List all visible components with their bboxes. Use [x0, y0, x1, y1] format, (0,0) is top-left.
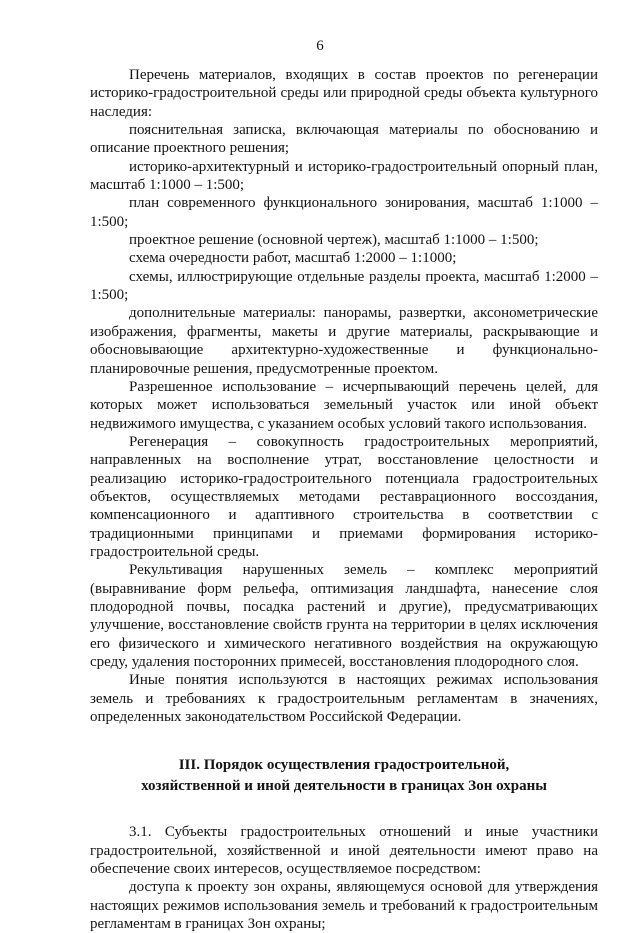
paragraph: Рекультивация нарушенных земель – комплекс мероприятий (выравнивание форм рельефа, оптимизация ландшафта, нанесение слоя плодородной почвы, посадка растений и другие), предусматривающих улучшение, восстановление свойств грунта на территории в целях исключения его физического и химического негативного воздействия на окружающую среду, удаления посторонних примесей, восстановления плодородного слоя.	[90, 562, 598, 670]
paragraph: проектное решение (основной чертеж), масштаб 1:1000 – 1:500;	[129, 232, 539, 249]
paragraph: Регенерация – совокупность градостроительных мероприятий, направленных на восполнение утрат, восстановление целостности и реализацию историко-градостроительного потенциала градостроительных объектов, осуществляемых методами реставрационного воссоздания, компенсационного и адаптивного строительства в соответствии с традиционными принципами и приемами формирования историко-градостроительной среды.	[90, 433, 598, 560]
paragraph: план современного функционального зонирования, масштаб 1:1000 – 1:500;	[90, 195, 598, 230]
paragraph: 3.1. Субъекты градостроительных отношений и иные участники градостроительной, хозяйственной и иной деятельности имеют право на обеспечение своих интересов, осуществляемое посредством:	[90, 824, 598, 878]
document-body	[90, 66, 598, 933]
paragraph: Перечень материалов, входящих в состав проектов по регенерации историко-градостроительной среды или природной среды объекта культурного наследия:	[90, 67, 598, 120]
paragraph: доступа к проекту зон охраны, являющемуся основой для утверждения настоящих режимов использования земель и требований к градостроительным регламентам в границах Зон охраны;	[90, 879, 598, 933]
paragraph: историко-архитектурный и историко-градостроительный опорный план, масштаб 1:1000 – 1:500;	[90, 158, 598, 194]
paragraph: дополнительные материалы: панорамы, развертки, аксонометрические изображения, фрагменты, макеты и другие материалы, раскрывающие и обосновывающие архитектурно-художественные и функционально-планировочные решения, предусмотренные проектом.	[90, 305, 598, 377]
paragraph: Разрешенное использование – исчерпывающий перечень целей, для которых может использоваться земельный участок или иной объект недвижимого имущества, с указанием особых условий такого использования.	[90, 378, 598, 432]
paragraph: схемы, иллюстрирующие отдельные разделы проекта, масштаб 1:2000 – 1:500;	[90, 268, 598, 304]
section-heading	[90, 755, 598, 797]
paragraph: схема очередности работ, масштаб 1:2000 – 1:1000;	[129, 250, 457, 267]
section-heading-line: хозяйственной и иной деятельности в границах Зон охраны	[141, 778, 547, 795]
section-heading-line: III. Порядок осуществления градостроительной,	[178, 757, 510, 774]
paragraph: пояснительная записка, включающая материалы по обоснованию и описание проектного решения;	[90, 122, 598, 157]
paragraph: Иные понятия используются в настоящих режимах использования земель и требованиях к градостроительным регламентам в значениях, определенных законодательством Российской Федерации.	[90, 672, 598, 726]
page-number: 6	[316, 38, 324, 54]
